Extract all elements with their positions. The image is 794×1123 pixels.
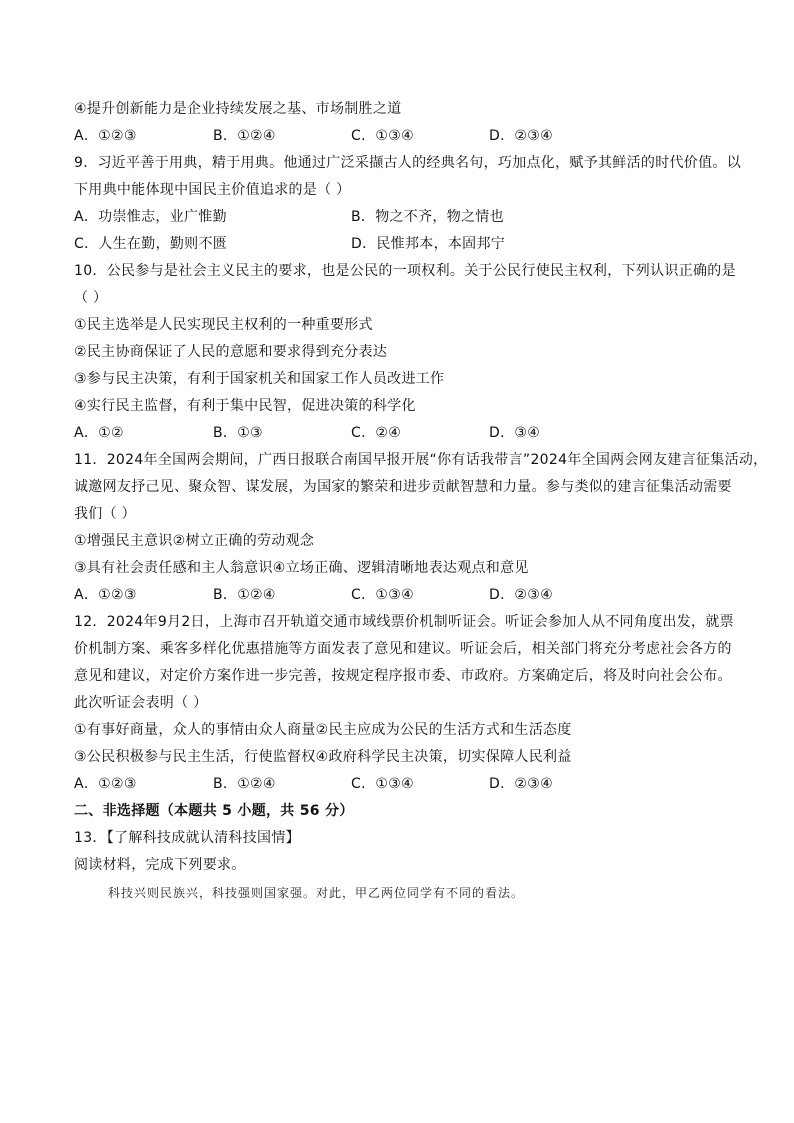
q8-options (74, 126, 734, 146)
q9-options-row2 (74, 234, 734, 254)
q12-stem-line1: 12．2024年9月2日，上海市召开轨道交通市域线票价机制听证会。听证会参加人从不同角度出发，就票 (74, 614, 734, 630)
q8-option-b: B．①②④ (213, 128, 276, 144)
q8-statement-4: ④提升创新能力是企业持续发展之基、市场制胜之道 (74, 101, 402, 117)
q10-statement-3: ③参与民主决策，有利于国家机关和国家工作人员改进工作 (74, 371, 445, 387)
q12-statements-2: ③公民积极参与民主生活，行使监督权④政府科学民主决策，切实保障人民利益 (74, 749, 572, 765)
q11-option-a: A．①②③ (74, 587, 137, 603)
q10-option-d: D．③④ (489, 425, 541, 441)
q11-option-b: B．①②④ (213, 587, 276, 603)
q9-option-d: D．民惟邦本，本固邦宁 (351, 236, 506, 252)
q10-option-a: A．①② (74, 425, 124, 441)
q11-option-d: D．②③④ (489, 587, 553, 603)
q9-option-b: B．物之不齐，物之情也 (351, 209, 504, 225)
q13-material-text: 科技兴则民族兴，科技强则国家强。对此，甲乙两位同学有不同的看法。 (108, 886, 525, 900)
q11-statements-2: ③具有社会责任感和主人翁意识④立场正确、逻辑清晰地表达观点和意见 (74, 560, 529, 576)
q12-option-d: D．②③④ (489, 776, 553, 792)
q13-instruction: 阅读材料，完成下列要求。 (74, 857, 246, 873)
q11-stem-line2: 诚邀网友抒己见、聚众智、谋发展，为国家的繁荣和进步贡献智慧和力量。参与类似的建言征集活动需要 (74, 479, 732, 495)
q11-stem-line1: 11．2024年全国两会期间，广西日报联合南国早报开展“你有话我带言”2024年全国两会网友建言征集活动， (74, 452, 768, 468)
q9-stem-line2: 下用典中能体现中国民主价值追求的是（ ） (74, 182, 351, 198)
q12-stem-line4: 此次听证会表明（ ） (74, 695, 208, 711)
q11-options (74, 585, 734, 605)
q10-options (74, 423, 734, 443)
q11-statements-1: ①增强民主意识②树立正确的劳动观念 (74, 533, 315, 549)
q8-option-a: A．①②③ (74, 128, 137, 144)
q12-options (74, 774, 734, 794)
q9-options-row1 (74, 207, 734, 227)
q11-stem-line3: 我们（ ） (74, 506, 136, 522)
q9-stem-line1: 9．习近平善于用典，精于用典。他通过广泛采撷古人的经典名句，巧加点化，赋予其鲜活的时代价值。以 (74, 155, 742, 171)
q12-option-a: A．①②③ (74, 776, 137, 792)
q9-option-c: C．人生在勤，勤则不匮 (74, 236, 228, 252)
q9-option-a: A．功崇惟志，业广惟勤 (74, 209, 227, 225)
q10-statement-1: ①民主选举是人民实现民主权利的一种重要形式 (74, 317, 373, 333)
q10-stem-line2: （ ） (74, 290, 108, 306)
q13-title: 13．【了解科技成就认清科技国情】 (74, 830, 300, 846)
section-2-heading: 二、非选择题（本题共 5 小题，共 56 分） (74, 803, 354, 819)
q8-option-c: C．①③④ (351, 128, 414, 144)
q11-option-c: C．①③④ (351, 587, 414, 603)
q10-option-b: B．①③ (213, 425, 263, 441)
q12-stem-line2: 价机制方案、乘客多样化优惠措施等方面发表了意见和建议。听证会后，相关部门将充分考虑社会各方的 (74, 641, 732, 657)
q8-option-d: D．②③④ (489, 128, 553, 144)
q10-statement-2: ②民主协商保证了人民的意愿和要求得到充分表达 (74, 344, 388, 360)
q12-option-c: C．①③④ (351, 776, 414, 792)
q12-stem-line3: 意见和建议，对定价方案作进一步完善，按规定程序报市委、市政府。方案确定后，将及时向社会公布。 (74, 668, 732, 684)
q10-statement-4: ④实行民主监督，有利于集中民智，促进决策的科学化 (74, 398, 416, 414)
q12-statements-1: ①有事好商量，众人的事情由众人商量②民主应成为公民的生活方式和生活态度 (74, 722, 572, 738)
q10-option-c: C．②④ (351, 425, 402, 441)
q12-option-b: B．①②④ (213, 776, 276, 792)
q10-stem-line1: 10．公民参与是社会主义民主的要求，也是公民的一项权利。关于公民行使民主权利，下列认识正确的是 (74, 263, 736, 279)
